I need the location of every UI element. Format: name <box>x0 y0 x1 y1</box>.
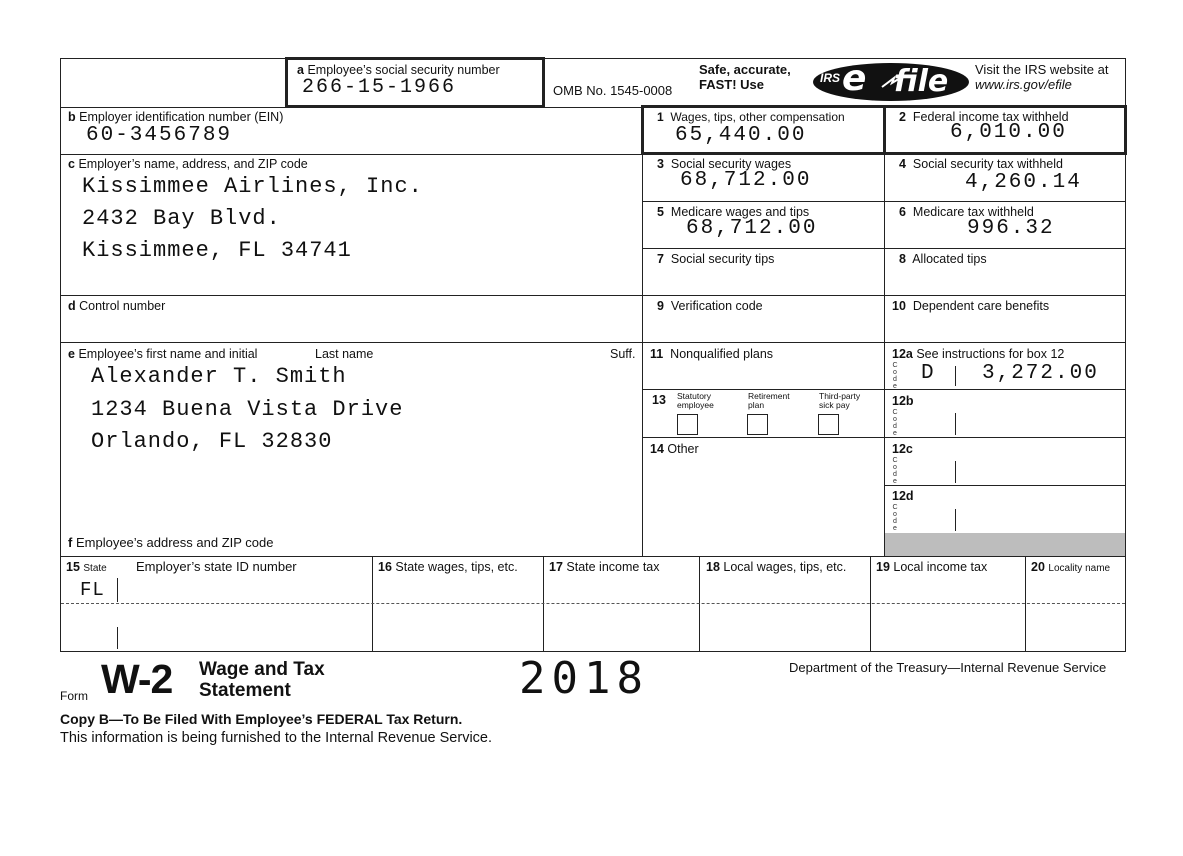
thirdparty-label: Third-party sick pay <box>819 391 861 410</box>
box3-label: 3 Social security wages <box>657 157 792 171</box>
employer-name: Kissimmee Airlines, Inc. <box>82 174 423 199</box>
box5-label: 5 Medicare wages and tips <box>657 205 810 219</box>
form-word: Form <box>60 689 88 703</box>
visit-text-1: Visit the IRS website at <box>975 62 1109 77</box>
employee-address-2: Orlando, FL 32830 <box>91 429 333 454</box>
efile-logo <box>812 58 970 102</box>
employee-address-1: 1234 Buena Vista Drive <box>91 397 404 422</box>
box18-label: 18 Local wages, tips, etc. <box>706 560 847 574</box>
employer-address-1: 2432 Bay Blvd. <box>82 206 281 231</box>
box6-label: 6 Medicare tax withheld <box>899 205 1034 219</box>
employee-name: Alexander T. Smith <box>91 364 347 389</box>
box7-label: 7 Social security tips <box>657 252 775 266</box>
box12a-label: 12a See instructions for box 12 <box>892 347 1065 361</box>
info-line: This information is being furnished to the Internal Revenue Service. <box>60 730 493 746</box>
suffix-label: Suff. <box>610 347 636 361</box>
employer-address-2: Kissimmee, FL 34741 <box>82 238 352 263</box>
efile-irs: IRS <box>820 71 841 85</box>
control-number-label: d Control number <box>68 299 166 313</box>
efile-file: file <box>894 64 949 99</box>
box12a-value: 3,272.00 <box>982 362 1099 385</box>
box12b-label: 12b <box>892 394 914 408</box>
box3-value: 68,712.00 <box>680 169 812 192</box>
last-name-label: Last name <box>315 347 374 361</box>
box5-value: 68,712.00 <box>686 217 818 240</box>
safe-text-2: FAST! Use <box>699 77 765 92</box>
visit-text-2: www.irs.gov/efile <box>975 77 1072 92</box>
thirdparty-sick-pay-checkbox[interactable] <box>818 414 839 435</box>
box2-value: 6,010.00 <box>950 121 1067 144</box>
form-title-2: Statement <box>199 680 291 701</box>
statutory-label: Statutory employee <box>677 391 714 410</box>
shaded-area <box>885 533 1125 556</box>
omb-number: OMB No. 1545-0008 <box>553 83 673 98</box>
ein-label: b Employer identification number (EIN) <box>68 110 284 124</box>
box16-label: 16 State wages, tips, etc. <box>378 560 518 574</box>
efile-e: e <box>842 58 867 99</box>
box10-label: 10 Dependent care benefits <box>892 299 1050 313</box>
box2-label: 2 Federal income tax withheld <box>899 110 1069 124</box>
box8-label: 8 Allocated tips <box>899 252 987 266</box>
ssn-label: a Employee’s social security number <box>297 63 500 77</box>
statutory-employee-checkbox[interactable] <box>677 414 698 435</box>
safe-text-1: Safe, accurate, <box>699 62 791 77</box>
box15-label: 15 State <box>66 560 107 574</box>
box15-id-label: Employer’s state ID number <box>136 559 297 574</box>
box14-label: 14 Other <box>650 442 699 456</box>
state-value: FL <box>80 579 105 601</box>
box12a-code: D <box>921 362 935 385</box>
form-title-1: Wage and Tax <box>199 659 325 680</box>
box17-label: 17 State income tax <box>549 560 660 574</box>
box1-value: 65,440.00 <box>675 124 807 147</box>
box1-label: 1 Wages, tips, other compensation <box>657 110 845 124</box>
box4-label: 4 Social security tax withheld <box>899 157 1063 171</box>
retirement-label: Retirement plan <box>748 391 790 410</box>
box11-label: 11 Nonqualified plans <box>650 347 774 361</box>
box12d-label: 12d <box>892 489 914 503</box>
tax-year: 2018 <box>519 653 649 704</box>
employee-address-label: f Employee’s address and ZIP code <box>68 535 274 550</box>
department-text: Department of the Treasury—Internal Revenue Service <box>789 660 1107 675</box>
retirement-plan-checkbox[interactable] <box>747 414 768 435</box>
employee-name-label: e Employee’s first name and initial <box>68 347 258 361</box>
employer-name-label: c Employer’s name, address, and ZIP code <box>68 157 308 171</box>
box9-label: 9 Verification code <box>657 299 763 313</box>
box19-label: 19 Local income tax <box>876 560 988 574</box>
copy-b-line: Copy B—To Be Filed With Employee’s FEDERAL Tax Return. <box>60 711 463 727</box>
box20-label: 20 Locality name <box>1031 560 1111 574</box>
box13-number: 13 <box>652 393 666 407</box>
box12c-label: 12c <box>892 442 913 456</box>
box4-value: 4,260.14 <box>965 171 1082 194</box>
ein-value: 60-3456789 <box>86 124 233 147</box>
box6-value: 996.32 <box>967 217 1055 240</box>
ssn-value: 266-15-1966 <box>302 76 457 99</box>
form-name: W-2 <box>101 656 173 702</box>
